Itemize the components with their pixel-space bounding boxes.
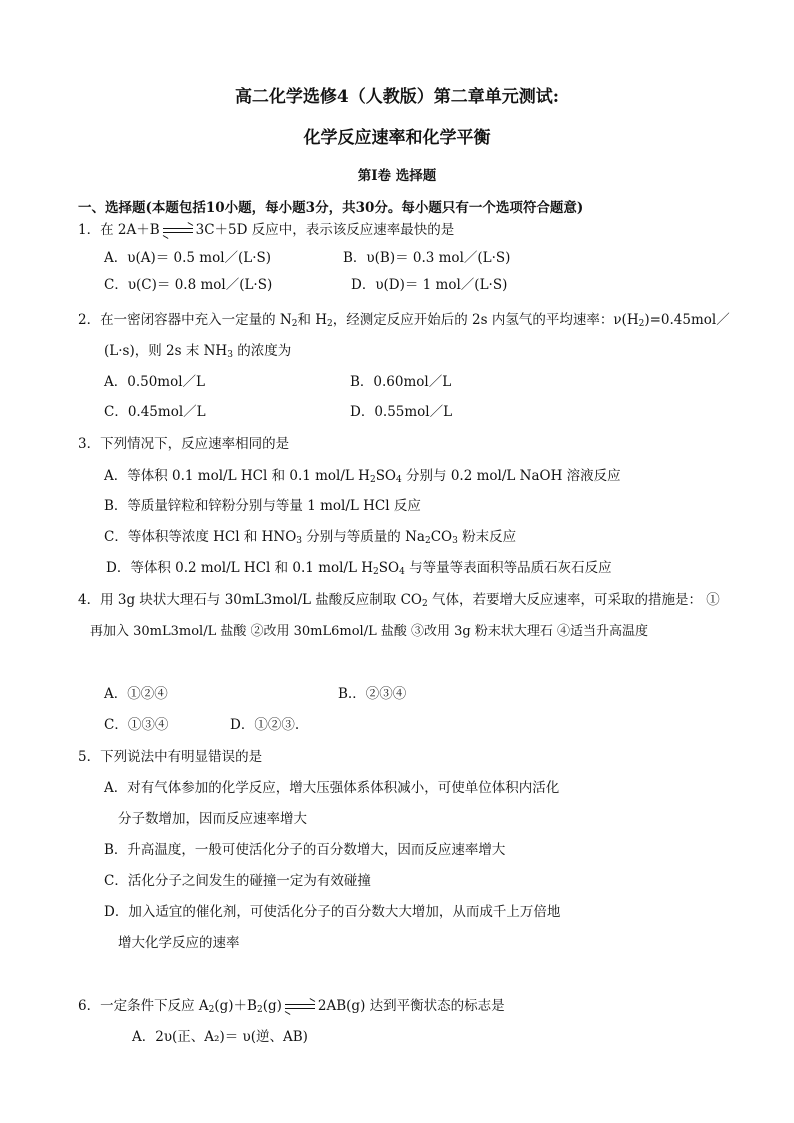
question-4-stem-line1: 4．用 3g 块状大理石与 30mL3mol/L 盐酸反应制取 $CO_2$ 气体，若要增大反应速率，可采取的措施是： ① — [78, 592, 720, 609]
question-4-option-c: C．①③④ — [104, 717, 169, 733]
question-1-stem: 1．在 2A＋B 3C＋5D 反应中，表示该反应速率最快的是 — [78, 222, 455, 238]
question-6-option-a: A．2υ(正、A₂)＝ υ(逆、AB) — [132, 1029, 308, 1045]
question-2-option-a: A．0.50mol／L — [104, 374, 206, 390]
question-3-option-c: C．等体积等浓度 HCl 和 $HNO_3$ 分别与等质量的 $Na_2CO_3$ 粉末反应 — [104, 529, 517, 546]
page-subtitle: 化学反应速率和化学平衡 — [303, 128, 491, 148]
question-3-option-a: A．等体积 0.1 mol/L HCl 和 0.1 mol/L $H_2SO_4$ 分别与 0.2 mol/L NaOH 溶液反应 — [104, 468, 621, 485]
question-2-option-d: D．0.55mol／L — [350, 404, 453, 420]
question-5-option-d-line2: 增大化学反应的速率 — [118, 935, 240, 951]
question-5-option-b: B．升高温度，一般可使活化分子的百分数增大，因而反应速率增大 — [104, 842, 506, 858]
question-1-option-b: B．υ(B)＝ 0.3 mol／(L·S) — [343, 250, 511, 266]
question-3-stem: 3．下列情况下，反应速率相同的是 — [78, 436, 290, 452]
question-5-option-c: C．活化分子之间发生的碰撞一定为有效碰撞 — [104, 873, 371, 889]
question-1-option-a: A．υ(A)＝ 0.5 mol／(L·S) — [104, 250, 272, 266]
question-3-option-b: B．等质量锌粒和锌粉分别与等量 1 mol/L HCl 反应 — [104, 498, 421, 514]
question-5-option-a-line2: 分子数增加，因而反应速率增大 — [118, 811, 307, 827]
equilibrium-arrow-icon — [163, 226, 193, 236]
question-4-option-b: B.．②③④ — [338, 686, 407, 702]
question-5-stem: 5．下列说法中有明显错误的是 — [78, 749, 263, 765]
question-4-stem-line2: 再加入 30mL3mol/L 盐酸 ②改用 30mL6mol/L 盐酸 ③改用 3g 粉末状大理石 ④适当升高温度 — [90, 624, 648, 639]
question-2-stem-line1: 2．在一密闭容器中充入一定量的 $N_2$和 $H_2$，经测定反应开始后的 2s 内氢气的平均速率：$\nu(H_2)=0.45mol/$ — [78, 312, 730, 329]
question-3-option-d: D．等体积 0.2 mol/L HCl 和 0.1 mol/L $H_2SO_4$ 与等量等表面积等品质石灰石反应 — [106, 560, 612, 577]
question-1-option-d: D．υ(D)＝ 1 mol／(L·S) — [351, 277, 508, 293]
question-4-option-a: A．①②④ — [104, 686, 168, 702]
question-6-stem: 6．一定条件下反应 $A_2(g)+B_2(g)$ 2AB(g) 达到平衡状态的标志是 — [78, 998, 505, 1015]
question-5-option-a-line1: A．对有气体参加的化学反应，增大压强体系体积减小，可使单位体积内活化 — [104, 780, 560, 796]
question-2-stem-line2: (L·s)，则 2s 末 $NH_3$ 的浓度为 — [104, 343, 292, 360]
page-title: 高二化学选修4（人教版）第二章单元测试: — [234, 87, 560, 107]
question-4-option-d: D．①②③. — [230, 717, 300, 733]
question-2-option-c: C．0.45mol／L — [104, 404, 206, 420]
question-1-option-c: C．υ(C)＝ 0.8 mol／(L·S) — [104, 277, 273, 293]
equilibrium-arrow-icon — [285, 1002, 315, 1012]
volume-title: 第Ⅰ卷 选择题 — [357, 168, 437, 184]
question-5-option-d-line1: D．加入适宜的催化剂，可使活化分子的百分数大大增加，从而成千上万倍地 — [104, 904, 561, 920]
section-heading: 一、选择题(本题包括10小题，每小题3分，共30分。每小题只有一个选项符合题意) — [78, 200, 584, 216]
question-2-option-b: B．0.60mol／L — [350, 374, 452, 390]
